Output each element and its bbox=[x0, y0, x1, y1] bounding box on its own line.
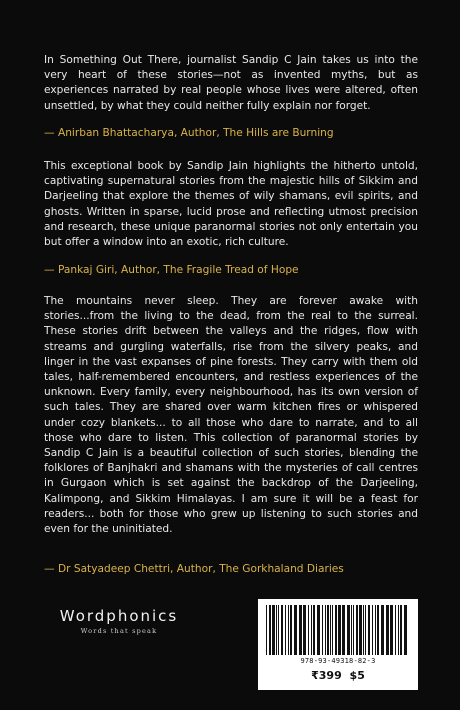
barcode-bar bbox=[313, 605, 315, 655]
barcode-bar bbox=[322, 605, 323, 655]
barcode-bar bbox=[404, 605, 407, 655]
blurb-1-text: In Something Out There, journalist Sandip C Jain takes us into the very heart of these stories—not as invented myths, but as experiences narrated by real people whose lives were altered, often unsettled, by what they could neither fully explain nor forget. bbox=[44, 54, 418, 112]
barcode-bar bbox=[390, 605, 393, 655]
barcode-bar bbox=[266, 605, 267, 655]
publisher-tagline: Words that speak bbox=[80, 627, 158, 635]
barcode-bar bbox=[290, 605, 292, 655]
barcode-bar bbox=[338, 605, 341, 655]
price-label: ₹399 $5 bbox=[311, 669, 365, 682]
barcode-bar bbox=[299, 605, 302, 655]
barcode-bar bbox=[351, 605, 352, 655]
barcode-bar bbox=[386, 605, 389, 655]
barcode-bar bbox=[332, 605, 333, 655]
barcode-bar bbox=[269, 605, 271, 655]
publisher-name: Wordphonics bbox=[59, 607, 179, 625]
barcode-bar bbox=[347, 605, 350, 655]
blurb-3-attribution: — Dr Satyadeep Chettri, Author, The Gorkhaland Diaries bbox=[44, 563, 344, 575]
barcode-bar bbox=[363, 605, 364, 655]
barcode-bar bbox=[276, 605, 277, 655]
barcode-bar bbox=[372, 605, 373, 655]
isbn-number: 978-93-49318-82-3 bbox=[300, 657, 376, 665]
barcode-bar bbox=[400, 605, 402, 655]
blurb-1-attribution: — Anirban Bhattacharya, Author, The Hills are Burning bbox=[44, 127, 334, 139]
barcode-bar bbox=[381, 605, 384, 655]
barcode-bar bbox=[303, 605, 306, 655]
barcode-bar bbox=[398, 605, 399, 655]
barcode-bar bbox=[281, 605, 283, 655]
barcode-bar bbox=[365, 605, 366, 655]
barcode-bar bbox=[325, 605, 326, 655]
barcode-bar bbox=[342, 605, 345, 655]
barcode-bar bbox=[327, 605, 329, 655]
barcode-bar bbox=[356, 605, 358, 655]
barcode-panel bbox=[258, 599, 418, 690]
barcode-bar bbox=[278, 605, 279, 655]
barcode-bar bbox=[311, 605, 312, 655]
blurb-3-text: The mountains never sleep. They are forever awake with stories...from the living to the dead, from the real to the surreal. These stories drift between the valleys and the ridges, flow with streams and gurgling waterfalls, rise from the silvery peaks, and linger in the vast expanses of pine forests. They carry with them old tales, half-remembered encounters, and restless experiences of the unknown. Every family, every neighbourhood, has its own version of such tales. They are shared over warm kitchen fires or whispered under cozy blankets... to all those who dare to narrate, and to all those who dare to listen. This collection of paranormal stories by Sandip C Jain is a beautiful collection of such stories, blending the folklores of Banjhakri and shamans with the mysteries of call centres in Gurgaon which is set against the backdrop of the Darjeeling, Kalimpong, and Sikkim Himalayas. I am sure it will be a feast for readers... both for those who grew up listening to such stories and even for the uninitiated. bbox=[44, 295, 418, 536]
barcode-bar bbox=[395, 605, 396, 655]
barcode-bar bbox=[308, 605, 309, 655]
barcode-bar bbox=[288, 605, 289, 655]
barcode-bar bbox=[375, 605, 376, 655]
barcode-bar bbox=[285, 605, 286, 655]
barcode-bar bbox=[294, 605, 297, 655]
barcode-bar bbox=[335, 605, 337, 655]
barcode-bar bbox=[317, 605, 320, 655]
barcode-bar bbox=[272, 605, 275, 655]
barcode-bar bbox=[330, 605, 331, 655]
blurb-2-text: This exceptional book by Sandip Jain highlights the hitherto untold, captivating supernatural stories from the majestic hills of Sikkim and Darjeeling that explore the themes of wily shamans, evil spirits, and ghosts. Written in sparse, lucid prose and reflecting utmost precision and research, these unique paranormal stories not only entertain you but offer a window into an exotic, rich culture. bbox=[44, 160, 418, 249]
blurb-2-attribution: — Pankaj Giri, Author, The Fragile Tread of Hope bbox=[44, 264, 299, 276]
barcode-bar bbox=[368, 605, 370, 655]
barcode-graphic bbox=[264, 605, 412, 655]
barcode-bar bbox=[359, 605, 362, 655]
barcode-bar bbox=[377, 605, 379, 655]
barcode-bar bbox=[353, 605, 354, 655]
publisher-logo bbox=[44, 607, 194, 635]
